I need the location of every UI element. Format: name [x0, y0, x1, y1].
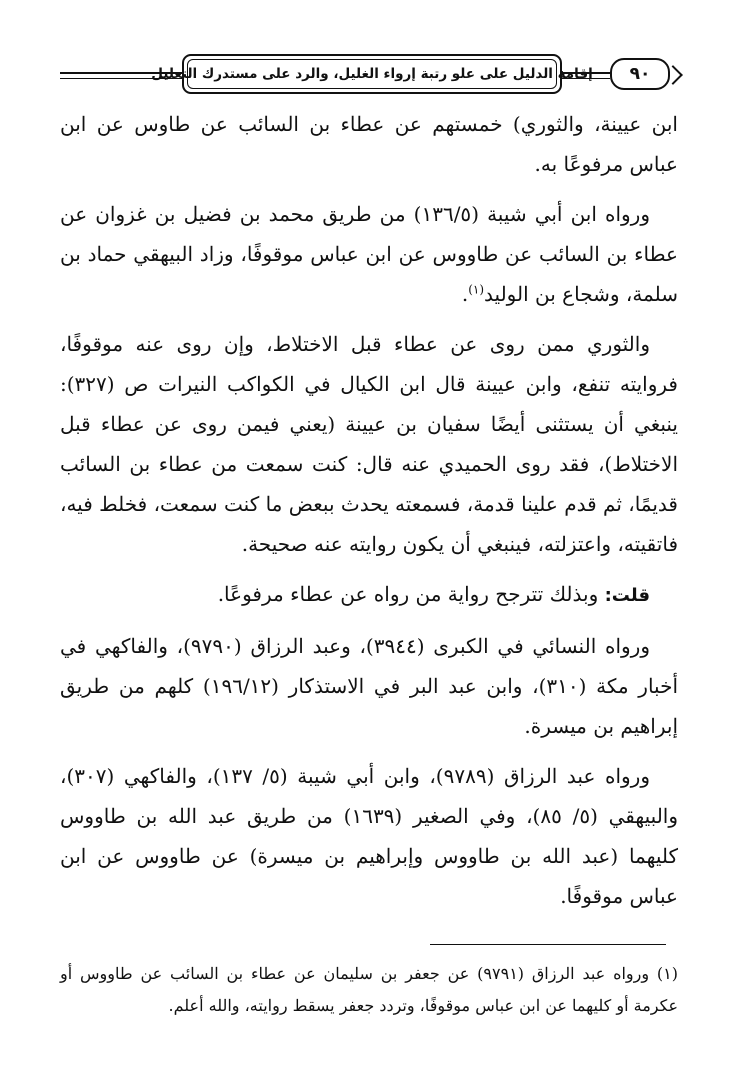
page-number: ٩٠ — [610, 58, 670, 90]
main-text — [60, 104, 678, 926]
footnote-marker: (١) — [468, 282, 485, 297]
running-title-frame — [151, 54, 593, 94]
paragraph — [60, 194, 678, 314]
page-header — [60, 52, 686, 98]
footnote: (١) ورواه عبد الرزاق (٩٧٩١) عن جعفر بن سليمان عن عطاء بن السائب عن طاووس أو عكرمة أو كليهما عن ابن عباس موقوفًا، وتردد جعفر يسقط روايته، والله أعلم. — [60, 964, 679, 1015]
paragraph: ابن عيينة، والثوري) خمستهم عن عطاء بن السائب عن طاوس عن ابن عباس مرفوعًا به. — [60, 112, 678, 176]
paragraph: ورواه عبد الرزاق (٩٧٨٩)، وابن أبي شيبة (٥/ ١٣٧)، والفاكهي (٣٠٧)، والبيهقي (٥/ ٨٥)، وفي الصغير (١٦٣٩) من طريق عبد الله بن طاووس كليهما (عبد الله بن طاووس وإبراهيم بن ميسرة) عن طاووس عن ابن عباس موقوفًا. — [60, 764, 679, 908]
qult-label: قلت: — [604, 585, 650, 606]
paragraph — [60, 574, 678, 616]
footnote-separator — [430, 944, 666, 945]
running-title: إقامة الدليل على علو رتبة إرواء الغليل، والرد على مستدرك التعليل — [187, 59, 557, 89]
header-rule — [562, 78, 610, 79]
paragraph-text: ورواه ابن أبي شيبة (١٣٦/٥) من طريق محمد بن فضيل بن غزوان عن عطاء بن السائب عن طاووس عن ابن عباس موقوفًا، وزاد البيهقي حماد بن سلمة، وشجاع بن الوليد — [60, 202, 678, 306]
paragraph-text: وبذلك تترجح رواية من رواه عن عطاء مرفوعًا. — [217, 582, 605, 606]
paragraph-end: . — [461, 282, 469, 306]
paragraph: والثوري ممن روى عن عطاء قبل الاختلاط، وإن روى عنه موقوفًا، فروايته تنفع، وابن عيينة قال ابن الكيال في الكواكب النيرات ص (٣٢٧): ينبغي أن يستثنى أيضًا سفيان بن عيينة (يعني فيمن روى عن عطاء قبل الاختلاط)، فقد روى الحميدي عنه قال: كنت سمعت من عطاء بن السائب قديمًا، ثم قدم علينا قدمة، فسمعته يحدث ببعض ما كنت سمعت، فخلط فيه، فاتقيته، واعتزلته، فينبغي أن يكون روايته عنه صحيحة. — [60, 332, 678, 556]
header-rule — [562, 72, 610, 74]
paragraph: ورواه النسائي في الكبرى (٣٩٤٤)، وعبد الرزاق (٩٧٩٠)، والفاكهي في أخبار مكة (٣١٠)، وابن عبد البر في الاستذكار (١٩٦/١٢) كلهم من طريق إبراهيم بن ميسرة. — [60, 634, 678, 738]
